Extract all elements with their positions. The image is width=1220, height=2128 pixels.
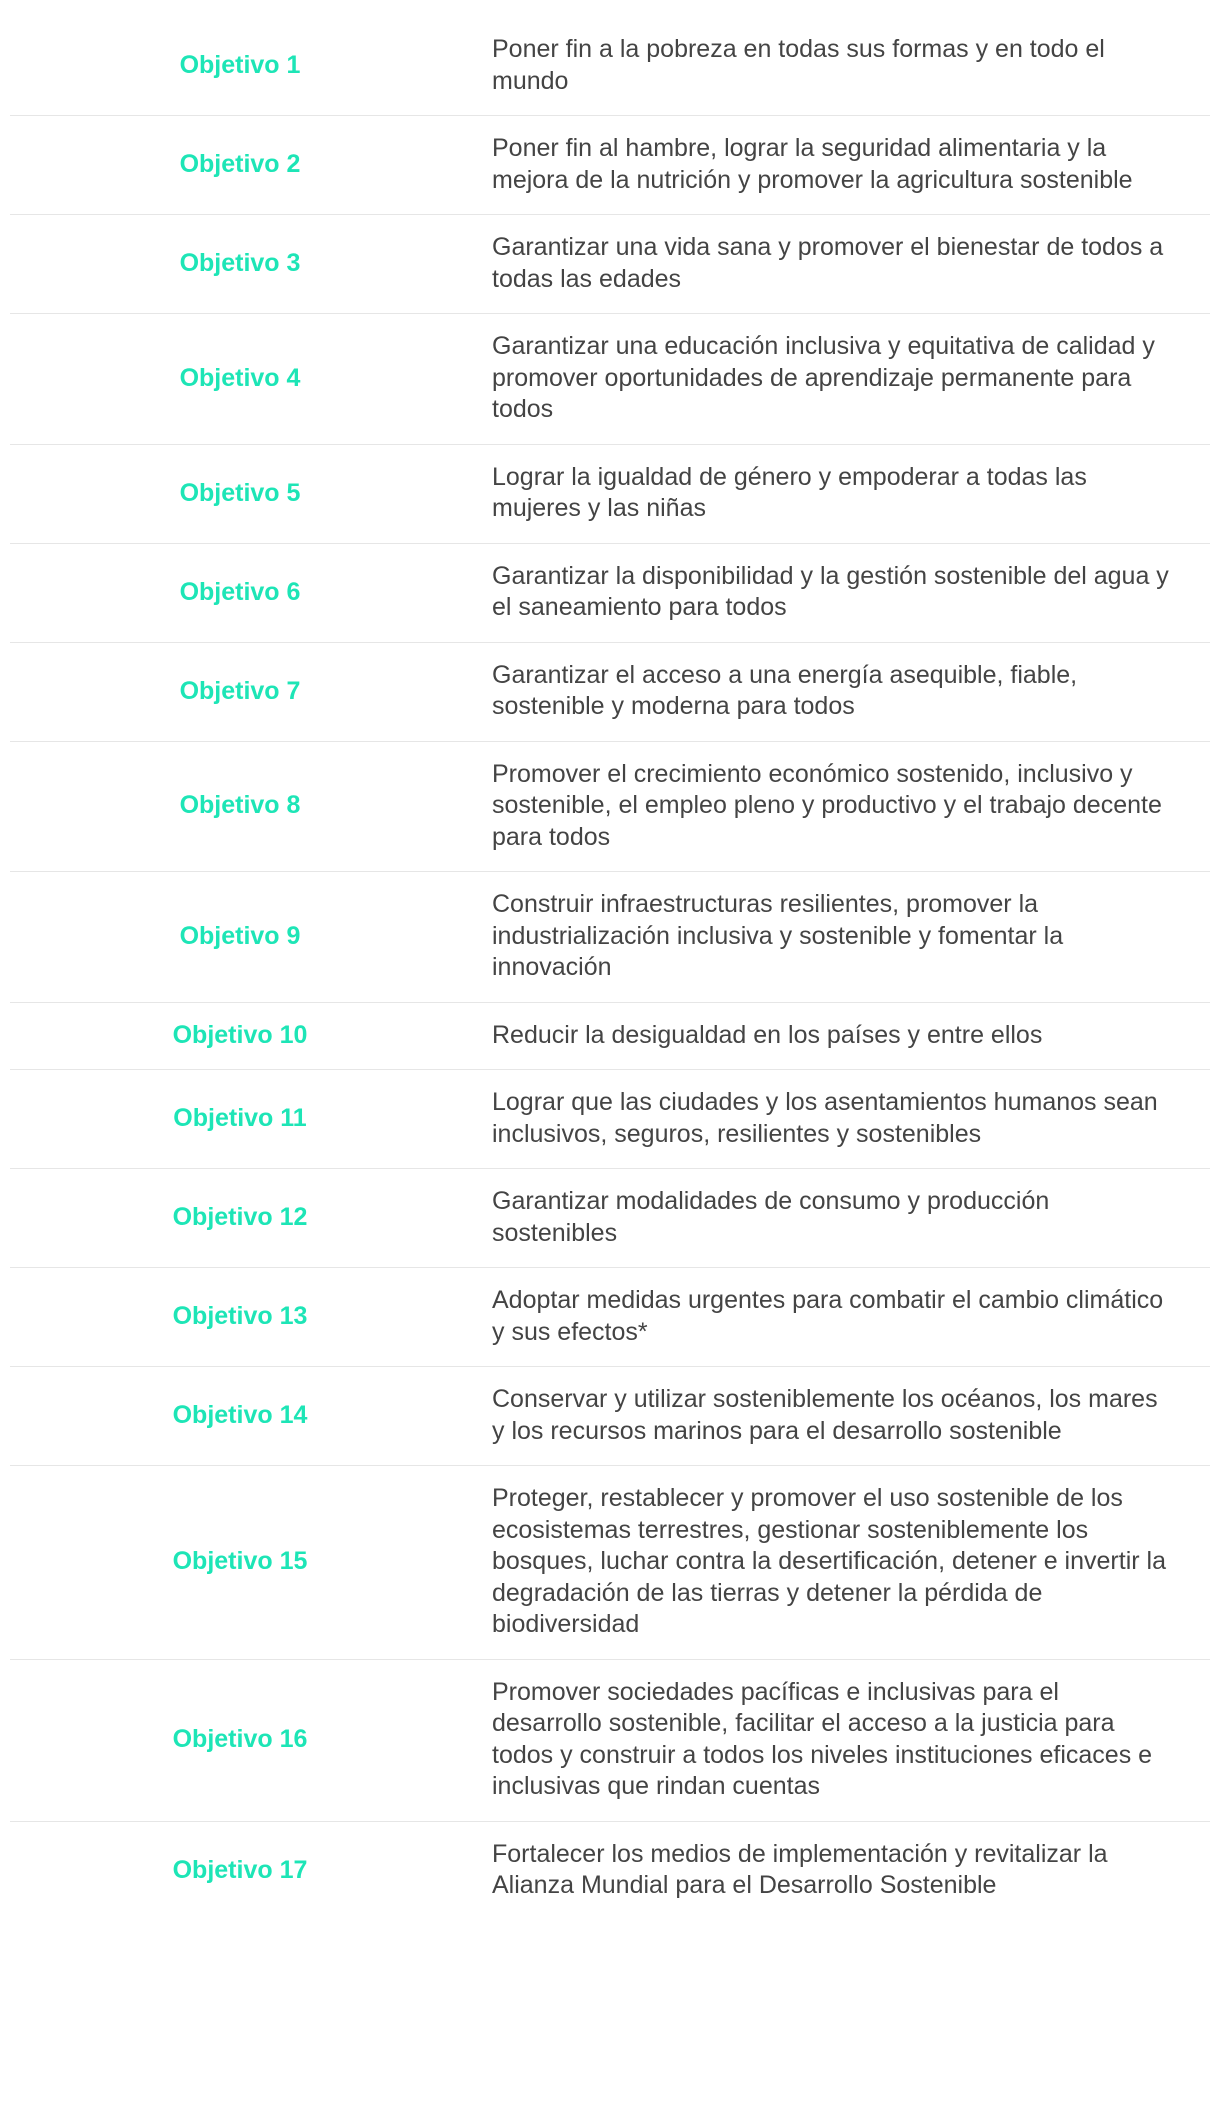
objective-description: Garantizar una educación inclusiva y equitativa de calidad y promover oportunidades de aprendizaje permanente para todos xyxy=(492,332,1155,423)
table-row xyxy=(10,116,1210,215)
objective-description: Proteger, restablecer y promover el uso sostenible de los ecosistemas terrestres, gestionar sosteniblemente los bosques, luchar contra la desertificación, detener e invertir la degradación de las tierras y detener la pérdida de biodiversidad xyxy=(492,1484,1166,1638)
table-row xyxy=(10,1367,1210,1466)
objective-description: Garantizar una vida sana y promover el bienestar de todos a todas las edades xyxy=(492,233,1164,293)
objective-label: Objetivo 16 xyxy=(172,1725,308,1753)
objective-description: Garantizar el acceso a una energía asequible, fiable, sostenible y moderna para todos xyxy=(492,660,1078,720)
objective-label: Objetivo 13 xyxy=(172,1302,308,1330)
table-row xyxy=(10,742,1210,873)
objective-description: Conservar y utilizar sosteniblemente los océanos, los mares y los recursos marinos para el desarrollo sostenible xyxy=(492,1385,1158,1445)
table-row xyxy=(10,215,1210,314)
objective-description: Promover el crecimiento económico sostenido, inclusivo y sostenible, el empleo pleno y productivo y el trabajo decente para todos xyxy=(492,759,1162,851)
objective-description: Adoptar medidas urgentes para combatir el cambio climático y sus efectos* xyxy=(492,1286,1164,1346)
table-row xyxy=(10,544,1210,643)
objective-description: Lograr la igualdad de género y empoderar a todas las mujeres y las niñas xyxy=(492,462,1087,522)
table-row xyxy=(10,1070,1210,1169)
objective-label: Objetivo 3 xyxy=(179,249,301,277)
table-row xyxy=(10,1466,1210,1660)
table-row xyxy=(10,872,1210,1003)
objective-label: Objetivo 1 xyxy=(179,51,301,79)
table-row xyxy=(10,445,1210,544)
objective-description: Promover sociedades pacíficas e inclusivas para el desarrollo sostenible, facilitar el acceso a la justicia para todos y construir a todos los niveles instituciones eficaces e inclusivas que rindan cuentas xyxy=(492,1677,1153,1800)
table-row xyxy=(10,1169,1210,1268)
objective-label: Objetivo 10 xyxy=(172,1020,308,1049)
objective-description: Reducir la desigualdad en los países y entre ellos xyxy=(492,1020,1043,1049)
table-row xyxy=(10,643,1210,742)
table-row xyxy=(10,314,1210,445)
objective-description: Poner fin al hambre, lograr la seguridad alimentaria y la mejora de la nutrición y promover la agricultura sostenible xyxy=(492,134,1133,194)
objective-description: Construir infraestructuras resilientes, promover la industrialización inclusiva y sostenible y fomentar la innovación xyxy=(492,890,1064,981)
objective-label: Objetivo 11 xyxy=(173,1104,307,1132)
objective-description: Poner fin a la pobreza en todas sus formas y en todo el mundo xyxy=(492,35,1105,95)
objective-description: Garantizar modalidades de consumo y producción sostenibles xyxy=(492,1187,1050,1247)
objective-label: Objetivo 15 xyxy=(172,1547,308,1576)
objective-description: Fortalecer los medios de implementación y revitalizar la Alianza Mundial para el Desarrollo Sostenible xyxy=(492,1839,1108,1899)
table-row xyxy=(10,1822,1210,1920)
table-row xyxy=(10,17,1210,116)
objective-label: Objetivo 6 xyxy=(179,577,301,606)
objective-label: Objetivo 14 xyxy=(172,1401,308,1429)
objective-label: Objetivo 17 xyxy=(172,1855,308,1884)
table-row xyxy=(10,1660,1210,1822)
objective-label: Objetivo 12 xyxy=(172,1203,308,1231)
objective-description: Lograr que las ciudades y los asentamientos humanos sean inclusivos, seguros, resilientes y sostenibles xyxy=(492,1088,1158,1148)
objective-description: Garantizar la disponibilidad y la gestión sostenible del agua y el saneamiento para todos xyxy=(492,561,1169,621)
objective-label: Objetivo 2 xyxy=(179,150,301,178)
objective-label: Objetivo 7 xyxy=(179,676,301,705)
objective-label: Objetivo 9 xyxy=(179,921,301,950)
table-row xyxy=(10,1003,1210,1071)
table-row xyxy=(10,1268,1210,1367)
objective-label: Objetivo 5 xyxy=(179,478,301,507)
objective-label: Objetivo 8 xyxy=(179,791,301,820)
objective-label: Objetivo 4 xyxy=(179,363,301,392)
